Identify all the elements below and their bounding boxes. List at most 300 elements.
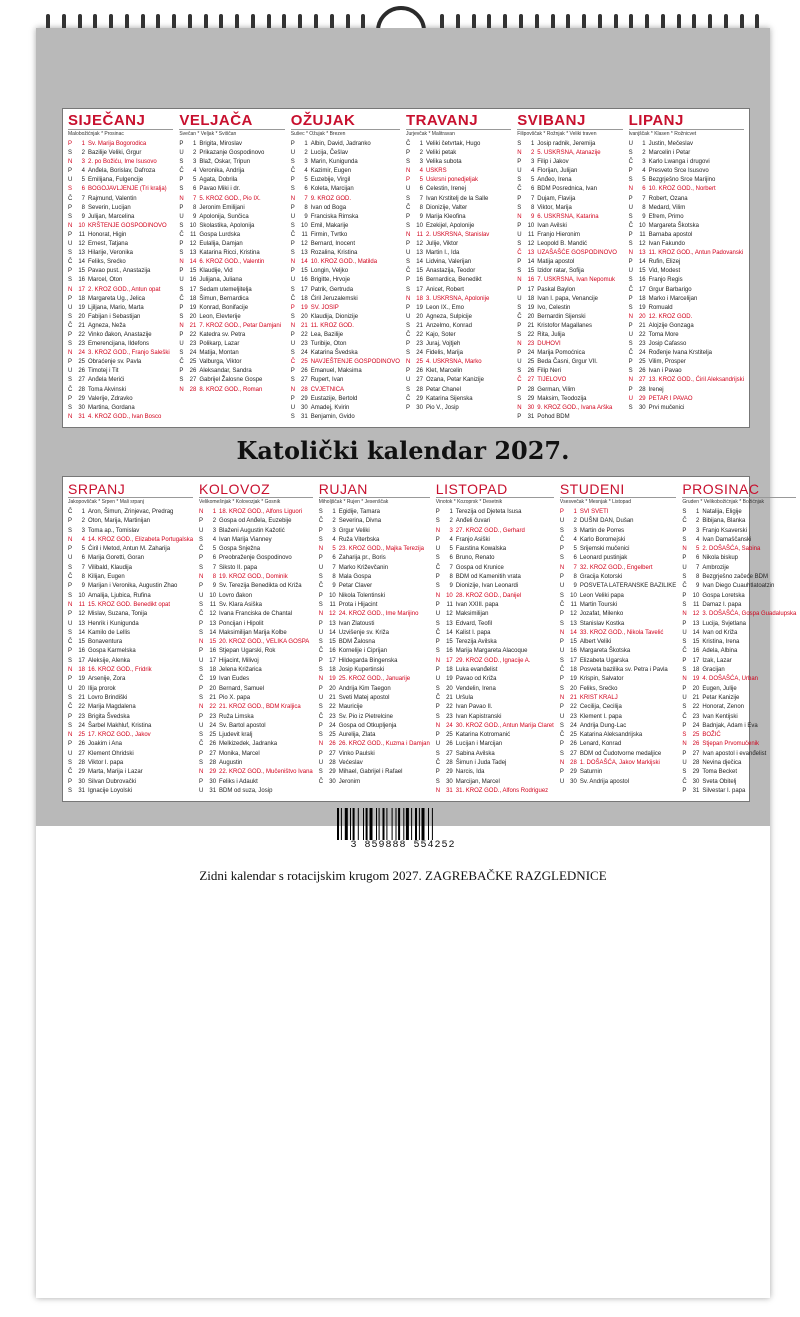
weekday: Č bbox=[682, 518, 687, 525]
day-row bbox=[682, 703, 796, 712]
day-row bbox=[319, 722, 430, 731]
day-number: 9 bbox=[81, 583, 85, 590]
weekday: N bbox=[435, 527, 441, 534]
day-row bbox=[319, 759, 430, 768]
day-row bbox=[199, 647, 313, 656]
day-row bbox=[199, 685, 313, 694]
day-number: 29 bbox=[446, 769, 453, 776]
day-number: 19 bbox=[527, 304, 535, 311]
saint-name: Krispin, Salvator bbox=[579, 676, 624, 683]
saint-name: Gospa Karmelska bbox=[88, 648, 136, 655]
day-number: 9 bbox=[81, 213, 85, 220]
day-number: 11 bbox=[693, 601, 700, 608]
day-number: 5 bbox=[193, 177, 197, 184]
day-number: 9 bbox=[193, 213, 197, 220]
weekday: P bbox=[559, 704, 564, 711]
weekday: Č bbox=[628, 222, 633, 229]
weekday: P bbox=[179, 331, 184, 338]
weekday: S bbox=[517, 268, 522, 275]
saint-name: Prota i Hijacint bbox=[338, 601, 378, 608]
weekday: P bbox=[405, 304, 410, 311]
day-number: 25 bbox=[416, 359, 423, 366]
day-row bbox=[291, 222, 400, 231]
saint-name: Emilijana, Fulgencije bbox=[88, 177, 144, 184]
saint-name: Vilim, Prosper bbox=[648, 359, 686, 366]
saint-name: Brigitte, Hrvoje bbox=[310, 277, 351, 284]
saint-name: PETAR I PAVAO bbox=[648, 395, 693, 402]
saint-name: Hildegarda Bingenska bbox=[338, 657, 398, 664]
saint-name: Martin I., Ida bbox=[425, 250, 460, 257]
day-number: 15 bbox=[78, 639, 85, 646]
saint-name: Ivan Marija Vianney bbox=[219, 536, 272, 543]
saint-name: Mislav, Suzana, Tonija bbox=[88, 611, 148, 618]
day-number: 14 bbox=[638, 259, 646, 266]
day-number: 25 bbox=[301, 359, 308, 366]
weekday: U bbox=[68, 750, 73, 757]
saint-name: Karlo Boromejski bbox=[579, 536, 626, 543]
day-number: 7 bbox=[212, 564, 217, 571]
weekday: U bbox=[405, 250, 411, 257]
day-row bbox=[68, 666, 193, 675]
day-row bbox=[517, 404, 622, 413]
weekday: P bbox=[290, 395, 295, 402]
weekday: N bbox=[517, 277, 522, 284]
day-row bbox=[68, 376, 173, 385]
weekday: N bbox=[559, 760, 565, 767]
saint-name: Ivo, Celestin bbox=[537, 304, 571, 311]
saint-name: Blaženi Augustin Kažotić bbox=[219, 527, 285, 534]
day-row bbox=[291, 213, 400, 222]
weekday: P bbox=[628, 195, 633, 202]
day-number: 24 bbox=[527, 350, 535, 357]
day-number: 5 bbox=[304, 177, 308, 184]
saint-name: Sedam utemeljitelja bbox=[199, 286, 252, 293]
day-number: 25 bbox=[638, 359, 646, 366]
day-row bbox=[560, 592, 676, 601]
weekday: S bbox=[628, 241, 633, 248]
saint-name: Severina, Divna bbox=[338, 518, 382, 525]
saint-name: Uzvišenje sv. Križa bbox=[338, 629, 389, 636]
saint-name: Rajmund, Valentin bbox=[88, 195, 137, 202]
month-folk-names: Velikomešnjak * Kolovozjak * Gosnik bbox=[199, 499, 281, 505]
day-row bbox=[199, 592, 313, 601]
weekday: P bbox=[559, 574, 564, 581]
weekday: S bbox=[199, 536, 204, 543]
weekday: S bbox=[199, 564, 204, 571]
day-row bbox=[406, 195, 511, 204]
weekday: S bbox=[68, 564, 73, 571]
weekday: S bbox=[682, 536, 687, 543]
day-row bbox=[517, 167, 622, 176]
weekday: P bbox=[68, 268, 73, 275]
day-row bbox=[68, 413, 173, 422]
day-number: 27 bbox=[446, 750, 453, 757]
saint-name: Toma ap., Tomislav bbox=[88, 527, 140, 534]
day-number: 18 bbox=[209, 667, 217, 674]
weekday: U bbox=[559, 713, 565, 720]
day-number: 20 bbox=[446, 685, 453, 692]
day-number: 24 bbox=[638, 350, 646, 357]
day-number: 12 bbox=[638, 241, 646, 248]
day-number: 13 bbox=[416, 250, 423, 257]
day-row bbox=[199, 666, 313, 675]
saint-name: Marcel, Oton bbox=[88, 277, 123, 284]
day-row bbox=[560, 768, 676, 777]
day-number: 11 bbox=[78, 231, 85, 238]
saint-name: Fabijan i Sebastijan bbox=[88, 313, 141, 320]
saint-name: 3. KROZ GOD., Franjo Saleški bbox=[88, 350, 170, 357]
weekday: S bbox=[68, 186, 73, 193]
saint-name: 2. USKRSNA, Stanislav bbox=[425, 231, 490, 238]
day-number: 23 bbox=[189, 341, 197, 348]
day-row bbox=[291, 267, 400, 276]
saint-name: Marcijan, Marcel bbox=[455, 778, 500, 785]
weekday: P bbox=[405, 150, 410, 157]
day-row bbox=[517, 386, 622, 395]
day-number: 4 bbox=[193, 168, 197, 175]
weekday: S bbox=[199, 760, 204, 767]
weekday: U bbox=[435, 741, 441, 748]
weekday: Č bbox=[405, 204, 411, 211]
day-row bbox=[179, 313, 284, 322]
day-number: 25 bbox=[189, 359, 197, 366]
day-number: 24 bbox=[189, 350, 197, 357]
saint-name: Anastazija, Teodor bbox=[425, 268, 476, 275]
day-row bbox=[517, 367, 622, 376]
day-row bbox=[517, 331, 622, 340]
weekday: S bbox=[628, 177, 633, 184]
weekday: S bbox=[68, 150, 73, 157]
day-number: 30 bbox=[570, 778, 577, 785]
day-row bbox=[517, 267, 622, 276]
day-row bbox=[179, 176, 284, 185]
weekday: P bbox=[68, 359, 73, 366]
day-number: 5 bbox=[332, 546, 336, 553]
saint-name: Klet, Marcelin bbox=[425, 368, 463, 375]
weekday: U bbox=[682, 760, 687, 767]
day-number: 6 bbox=[695, 555, 700, 562]
weekday: S bbox=[179, 186, 184, 193]
day-number: 24 bbox=[446, 722, 453, 729]
day-row bbox=[319, 536, 430, 545]
barcode-bar bbox=[396, 808, 397, 840]
day-number: 29 bbox=[209, 769, 217, 776]
saint-name: 31. KROZ GOD., Alfons Rodriguez bbox=[455, 787, 549, 794]
saint-name: Amalija, Ljubica, Rufina bbox=[88, 592, 151, 599]
saint-name: Celestin, Irenej bbox=[425, 186, 466, 193]
day-row bbox=[406, 176, 511, 185]
weekday: S bbox=[290, 159, 295, 166]
day-number: 28 bbox=[416, 386, 423, 393]
day-number: 20 bbox=[527, 313, 535, 320]
weekday: N bbox=[405, 231, 411, 238]
saint-name: Kristofor Magallanes bbox=[537, 322, 592, 329]
day-number: 27 bbox=[692, 750, 700, 757]
day-row bbox=[199, 517, 313, 526]
saint-name: Ivan XXIII. papa bbox=[455, 601, 499, 608]
day-row bbox=[682, 592, 796, 601]
day-row bbox=[436, 778, 554, 787]
day-row bbox=[291, 304, 400, 313]
day-row bbox=[682, 564, 796, 573]
saint-name: 4. KROZ GOD., Ivan Bosco bbox=[88, 413, 162, 420]
day-row bbox=[682, 657, 796, 666]
weekday: P bbox=[68, 331, 73, 338]
day-row bbox=[436, 573, 554, 582]
weekday: P bbox=[435, 704, 440, 711]
weekday: P bbox=[199, 778, 204, 785]
weekday: U bbox=[199, 722, 204, 729]
day-row bbox=[179, 304, 284, 313]
saint-name: Bernard, Samuel bbox=[219, 685, 265, 692]
weekday: U bbox=[318, 760, 324, 767]
day-number: 11 bbox=[301, 231, 308, 238]
weekday: N bbox=[517, 150, 522, 157]
weekday: U bbox=[179, 341, 184, 348]
weekday: P bbox=[517, 413, 522, 420]
saint-name: Lovro đakon bbox=[219, 592, 253, 599]
day-row bbox=[436, 703, 554, 712]
day-row bbox=[319, 564, 430, 573]
day-number: 21 bbox=[78, 694, 85, 701]
day-number: 16 bbox=[638, 277, 646, 284]
weekday: S bbox=[517, 204, 522, 211]
day-row bbox=[436, 731, 554, 740]
day-number: 16 bbox=[189, 277, 197, 284]
weekday: P bbox=[628, 231, 633, 238]
day-number: 1 bbox=[304, 141, 308, 147]
day-row bbox=[68, 685, 193, 694]
day-list bbox=[629, 140, 744, 413]
day-number: 3 bbox=[419, 159, 423, 166]
day-row bbox=[199, 713, 313, 722]
day-row bbox=[199, 536, 313, 545]
month-name: SVIBANJ bbox=[517, 113, 622, 130]
weekday: Č bbox=[68, 509, 73, 515]
day-number: 19 bbox=[209, 676, 217, 683]
day-row bbox=[436, 564, 554, 573]
weekday: Č bbox=[179, 168, 184, 175]
weekday: S bbox=[318, 509, 323, 515]
day-number: 8 bbox=[573, 574, 577, 581]
saint-name: Alojzije Gonzaga bbox=[648, 322, 694, 329]
weekday: S bbox=[435, 555, 440, 562]
month-folk-names: Gruden * Velikobožićnjak * Božićnjak bbox=[682, 499, 765, 505]
day-row bbox=[179, 340, 284, 349]
weekday: N bbox=[682, 676, 687, 683]
day-row bbox=[68, 286, 173, 295]
saint-name: BDM od suza, Josip bbox=[219, 787, 273, 794]
weekday: S bbox=[559, 592, 564, 599]
saint-name: Terezija od Djeteta Isusa bbox=[455, 509, 522, 515]
saint-name: 1. DOŠAŠĆA, Jakov Markijski bbox=[579, 760, 660, 767]
weekday: S bbox=[517, 395, 522, 402]
day-row bbox=[560, 629, 676, 638]
weekday: U bbox=[517, 168, 522, 175]
day-row bbox=[179, 167, 284, 176]
saint-name: Bonaventura bbox=[88, 639, 123, 646]
day-list bbox=[68, 140, 173, 422]
day-number: 11 bbox=[639, 231, 646, 238]
saint-name: Bazilije Veliki, Grgur bbox=[88, 150, 142, 157]
saint-name: Matija, Montan bbox=[199, 350, 239, 357]
day-number: 14 bbox=[209, 629, 217, 636]
day-number: 12 bbox=[446, 611, 453, 618]
day-row bbox=[629, 376, 744, 385]
day-row bbox=[629, 213, 744, 222]
weekday: P bbox=[628, 259, 633, 266]
saint-name: Severin, Lucijan bbox=[88, 204, 131, 211]
saint-name: TIJELOVO bbox=[537, 377, 567, 384]
day-number: 6 bbox=[81, 555, 85, 562]
barcode-bar bbox=[350, 808, 351, 840]
weekday: N bbox=[628, 250, 633, 257]
saint-name: Vinko Paulski bbox=[338, 750, 375, 757]
saint-name: Jelena Križarica bbox=[219, 667, 262, 674]
weekday: N bbox=[318, 741, 324, 748]
weekday: P bbox=[628, 295, 633, 302]
saint-name: Gospa Loretska bbox=[702, 592, 745, 599]
weekday: P bbox=[68, 141, 73, 147]
saint-name: Ivana Franciska de Chantal bbox=[219, 611, 293, 618]
saint-name: Vendelin, Irena bbox=[455, 685, 496, 692]
weekday: S bbox=[435, 620, 440, 627]
day-number: 17 bbox=[692, 657, 700, 664]
day-number: 6 bbox=[212, 555, 217, 562]
day-number: 9 bbox=[212, 583, 217, 590]
weekday: Č bbox=[559, 667, 565, 674]
day-list bbox=[179, 140, 284, 395]
day-row bbox=[436, 508, 554, 517]
day-number: 5 bbox=[695, 546, 700, 553]
day-row bbox=[319, 768, 430, 777]
saint-name: Skolastika, Apolonija bbox=[199, 222, 255, 229]
day-row bbox=[179, 249, 284, 258]
saint-name: Ivan apostol i evanđelist bbox=[702, 750, 767, 757]
day-number: 24 bbox=[692, 722, 700, 729]
day-number: 22 bbox=[527, 331, 535, 338]
weekday: N bbox=[435, 722, 441, 729]
saint-name: Toma Akvinski bbox=[88, 386, 127, 393]
day-row bbox=[68, 638, 193, 647]
day-number: 11 bbox=[78, 601, 85, 608]
day-row bbox=[436, 601, 554, 610]
weekday: S bbox=[628, 150, 633, 157]
saint-name: Anđela, Borislav, Dafroza bbox=[88, 168, 156, 175]
saint-name: Preobraženje Gospodinovo bbox=[219, 555, 292, 562]
weekday: P bbox=[682, 722, 687, 729]
weekday: P bbox=[628, 168, 633, 175]
saint-name: Lea, Bazilije bbox=[310, 331, 344, 338]
day-row bbox=[406, 240, 511, 249]
day-row bbox=[517, 395, 622, 404]
day-number: 25 bbox=[527, 359, 535, 366]
day-number: 4 bbox=[304, 168, 308, 175]
day-row bbox=[319, 713, 430, 722]
day-number: 8 bbox=[332, 574, 336, 581]
day-number: 26 bbox=[209, 741, 217, 748]
month-column bbox=[176, 113, 287, 423]
day-row bbox=[199, 610, 313, 619]
weekday: P bbox=[405, 241, 410, 248]
saint-name: Ivan Avilski bbox=[537, 222, 567, 229]
weekday: P bbox=[435, 601, 440, 608]
day-number: 20 bbox=[416, 313, 423, 320]
day-number: 30 bbox=[638, 404, 646, 411]
day-number: 1 bbox=[695, 509, 700, 515]
weekday: P bbox=[405, 341, 410, 348]
weekday: U bbox=[559, 518, 565, 525]
day-row bbox=[517, 304, 622, 313]
saint-name: Lucija, Češlav bbox=[310, 150, 349, 157]
weekday: S bbox=[405, 259, 410, 266]
saint-name: Klaudije, Vid bbox=[199, 268, 233, 275]
barcode-bar bbox=[403, 808, 404, 840]
weekday: P bbox=[290, 204, 295, 211]
day-row bbox=[560, 573, 676, 582]
day-number: 31 bbox=[446, 787, 453, 794]
day-number: 22 bbox=[329, 704, 336, 711]
month-folk-names: Vsesvečak * Mesnjak * Listopad bbox=[559, 499, 631, 505]
day-row bbox=[199, 731, 313, 740]
saint-name: Firmin, Tvrtko bbox=[310, 231, 348, 238]
day-row bbox=[68, 527, 193, 536]
day-row bbox=[319, 694, 430, 703]
weekday: P bbox=[290, 241, 295, 248]
weekday: P bbox=[405, 213, 410, 220]
weekday: P bbox=[517, 286, 522, 293]
day-number: 2 bbox=[530, 150, 535, 157]
saint-name: Honorat, Zenon bbox=[702, 704, 745, 711]
day-number: 29 bbox=[301, 395, 308, 402]
weekday: S bbox=[405, 350, 410, 357]
day-row bbox=[319, 731, 430, 740]
weekday: P bbox=[682, 657, 687, 664]
day-row bbox=[406, 295, 511, 304]
saint-name: 2. po Božiću, Ime Isusovo bbox=[88, 159, 157, 166]
day-row bbox=[179, 322, 284, 331]
saint-name: Eustazije, Bertold bbox=[310, 395, 358, 402]
day-row bbox=[68, 176, 173, 185]
weekday: Č bbox=[628, 159, 633, 166]
day-number: 3 bbox=[573, 527, 577, 534]
saint-name: Bernard, Inocent bbox=[310, 241, 356, 248]
saint-name: Agata, Dobrila bbox=[199, 177, 238, 184]
day-number: 7 bbox=[81, 195, 85, 202]
saint-name: KRŠTENJE GOSPODINOVO bbox=[88, 222, 167, 229]
weekday: P bbox=[435, 574, 440, 581]
day-row bbox=[436, 657, 554, 666]
saint-name: 4. DOŠAŠĆA, Urban bbox=[702, 676, 758, 683]
day-row bbox=[68, 592, 193, 601]
day-number: 2 bbox=[193, 150, 197, 157]
day-number: 10 bbox=[209, 592, 217, 599]
saint-name: USKRS bbox=[425, 168, 447, 175]
day-row bbox=[682, 536, 796, 545]
day-number: 5 bbox=[81, 177, 85, 184]
day-row bbox=[560, 694, 676, 703]
day-row bbox=[682, 740, 796, 749]
weekday: N bbox=[559, 564, 565, 571]
day-number: 15 bbox=[527, 268, 535, 275]
month-column bbox=[626, 113, 747, 423]
day-row bbox=[436, 768, 554, 777]
saint-name: Ivan Krstitelj de la Salle bbox=[425, 195, 489, 202]
saint-name: Timotej i Tit bbox=[88, 368, 119, 375]
saint-name: Cecilija, Cecilija bbox=[579, 704, 622, 711]
weekday: N bbox=[68, 222, 73, 229]
saint-name: 7. KROZ GOD., Petar Damjani bbox=[199, 322, 282, 329]
